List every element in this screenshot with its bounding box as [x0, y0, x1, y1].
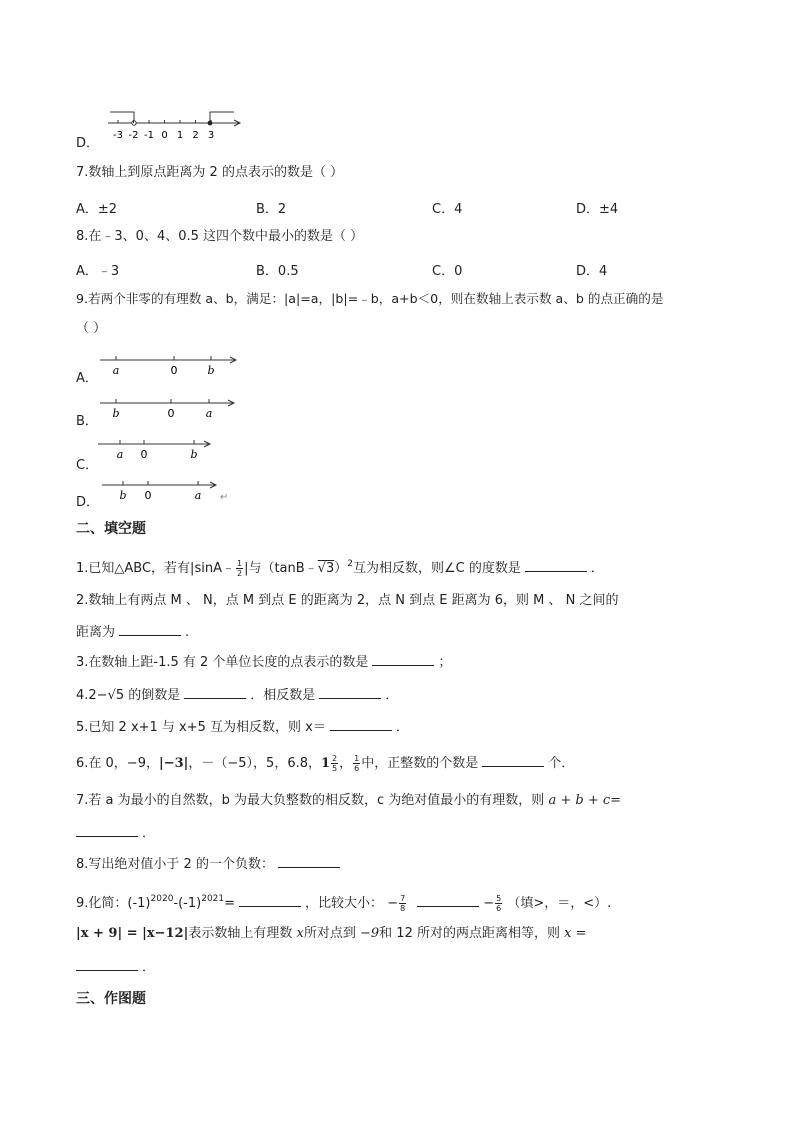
- q9-option-d-label[interactable]: D．: [76, 495, 100, 510]
- f6-text-b: ，－（−5），5，6.8，: [188, 756, 321, 771]
- q6d-tick-label: 0: [161, 130, 168, 141]
- q9a-mark-2: 0: [170, 364, 178, 377]
- q9d-mark-3: a: [194, 489, 202, 502]
- f2-answer-blank[interactable]: [119, 623, 181, 636]
- fill-q4: [76, 686, 398, 705]
- f6-fraction: $\frac{1}{6}$: [354, 754, 360, 773]
- q9-stem-cont: （ ）: [76, 321, 107, 336]
- f6-answer-blank[interactable]: [482, 754, 544, 767]
- f9-text-d: ，比较大小：: [305, 896, 384, 911]
- q9a-mark-1: a: [112, 364, 120, 377]
- f4-text-b: ．相反数是: [250, 688, 316, 703]
- q9-option-b-number-line[interactable]: [96, 395, 246, 421]
- q7-option-d[interactable]: D．±4: [576, 202, 619, 217]
- q9-option-c-number-line[interactable]: [94, 436, 224, 462]
- f9-exponent-2: 2021: [201, 894, 225, 904]
- f9-simplify-blank[interactable]: [239, 894, 301, 907]
- fill-q5: [76, 718, 409, 737]
- q9b-mark-1: b: [112, 407, 120, 420]
- f4-text-a: 4.2−√5 的倒数是: [76, 688, 181, 703]
- f9-text-c: =: [224, 896, 236, 911]
- q6d-tick-label: -2: [128, 130, 139, 141]
- q9a-mark-3: b: [207, 364, 215, 377]
- q9d-mark-2: 0: [144, 489, 152, 502]
- f9-compare-blank[interactable]: [417, 894, 479, 907]
- f1-end: ．: [590, 561, 604, 576]
- f10-end: ．: [142, 960, 156, 975]
- f6-abs-value: |−3|: [158, 756, 189, 771]
- f1-fraction: $\frac{1}{2}$: [236, 559, 243, 578]
- fill-q7-line2: [76, 824, 155, 843]
- fill-q2-line1: 2.数轴上有两点 M 、 N，点 M 到点 E 的距离为 2，点 N 到点 E 距离为 6，则 M 、 N 之间的: [76, 593, 619, 608]
- f6-mixed-fraction: $\frac{2}{5}$: [332, 754, 338, 773]
- f1-answer-blank[interactable]: [525, 559, 587, 572]
- fill-q8: [76, 855, 344, 874]
- q8-option-a[interactable]: A．﹣3: [76, 264, 120, 279]
- q6-option-d-label: D．: [76, 136, 100, 151]
- f10-expression: x =: [564, 926, 587, 941]
- q9d-mark-1: b: [119, 489, 127, 502]
- f9-fraction-2: $\frac{5}{6}$: [496, 894, 502, 913]
- fill-q1: [76, 555, 604, 578]
- f9-exponent-1: 2020: [150, 894, 174, 904]
- f10-text-a: 表示数轴上有理数: [188, 926, 293, 941]
- f4-reciprocal-blank[interactable]: [184, 686, 246, 699]
- q7-option-a[interactable]: A．±2: [76, 202, 118, 217]
- q9-option-d-number-line[interactable]: [98, 477, 238, 503]
- f10-text-b: 所对点到: [303, 926, 356, 941]
- f5-text: 5.已知 2 x+1 与 x+5 互为相反数，则 x＝: [76, 720, 326, 735]
- f4-end: ．: [385, 688, 399, 703]
- f7-end: ．: [142, 826, 156, 841]
- q9b-mark-3: a: [205, 407, 213, 420]
- q8-stem: 8.在﹣3、0、4、0.5 这四个数中最小的数是（ ）: [76, 229, 364, 244]
- f1-exponent: 2: [347, 559, 353, 569]
- f8-text: 8.写出绝对值小于 2 的一个负数：: [76, 857, 274, 872]
- f10-var-x: x: [296, 926, 304, 941]
- f9-neg-2: −: [483, 896, 495, 911]
- f7-answer-blank[interactable]: [76, 824, 138, 837]
- f1-text-d: 互为相反数，则∠C 的度数是: [352, 561, 521, 576]
- q8-option-d[interactable]: D．4: [576, 264, 608, 279]
- f6-text-c: ，: [339, 756, 353, 771]
- q9-option-c-label[interactable]: C．: [76, 458, 99, 473]
- f6-end: 个．: [548, 756, 575, 771]
- fill-q2-line2: [76, 623, 189, 642]
- q7-stem: 7.数轴上到原点距离为 2 的点表示的数是（ ）: [76, 165, 344, 180]
- f7-text: 7.若 a 为最小的自然数，b 为最大负整数的相反数，c 为绝对值最小的有理数，则: [76, 793, 545, 808]
- f3-answer-blank[interactable]: [372, 653, 434, 666]
- f4-opposite-blank[interactable]: [319, 686, 381, 699]
- q9b-mark-2: 0: [167, 407, 175, 420]
- q7-option-b[interactable]: B．2: [256, 202, 287, 217]
- f10-neg9: −9: [360, 926, 380, 941]
- fill-q7-line1: [76, 792, 621, 810]
- f5-answer-blank[interactable]: [330, 718, 392, 731]
- fill-q9: [76, 890, 611, 913]
- fill-q10-line1: [76, 925, 586, 943]
- q8-option-c[interactable]: C．0: [432, 264, 463, 279]
- f9-text-b: -(-1): [173, 896, 202, 911]
- q9c-mark-2: 0: [140, 448, 148, 461]
- fill-q10-line2: [76, 958, 155, 977]
- q8-option-b[interactable]: B．0.5: [256, 264, 299, 279]
- f7-expression: a + b + c=: [548, 793, 622, 808]
- q9-option-b-label[interactable]: B．: [76, 414, 98, 429]
- return-mark-icon: ↵: [220, 492, 229, 503]
- q9-option-a-label[interactable]: A．: [76, 371, 98, 386]
- q6d-tick-label: 2: [192, 130, 199, 141]
- section-3-heading: 三、作图题: [76, 991, 146, 1007]
- q9c-mark-3: b: [190, 448, 198, 461]
- q9-option-a-number-line[interactable]: [96, 352, 246, 378]
- q6-option-d-number-line: [104, 108, 244, 144]
- f9-fraction-1: $\frac{7}{8}$: [400, 894, 406, 913]
- q9-stem: 9.若两个非零的有理数 a、b，满足：|a|=a，|b|=﹣b，a+b＜0，则在数轴上表示数 a、b 的点正确的是: [76, 291, 664, 306]
- f6-text-d: 中，正整数的个数是: [361, 756, 479, 771]
- fill-q6: [76, 754, 574, 773]
- f2-text: 距离为: [76, 625, 116, 640]
- f8-answer-blank[interactable]: [278, 855, 340, 868]
- f10-equation: |x + 9| = |x−12|: [76, 926, 189, 941]
- f6-mixed-whole: 1: [321, 756, 331, 771]
- q6d-tick-label: 3: [207, 130, 215, 141]
- f9-text-a: 9.化简：(-1): [76, 896, 151, 911]
- fill-q3: [76, 653, 451, 672]
- f9-neg-1: −: [387, 896, 399, 911]
- q6d-tick-label: -1: [144, 130, 154, 141]
- f3-end: ；: [438, 655, 452, 670]
- f10-text-c: 和 12 所对的两点距离相等，则: [379, 926, 560, 941]
- f6-text-a: 6.在 0，−9，: [76, 756, 159, 771]
- f10-answer-blank[interactable]: [76, 958, 138, 971]
- section-2-heading: 二、填空题: [76, 521, 146, 537]
- f2-end: .: [185, 625, 190, 640]
- f5-end: ．: [395, 720, 409, 735]
- f1-text-a: 1.已知△ABC，若有|sinA﹣: [76, 561, 235, 576]
- f1-text-b: |与（tanB﹣: [244, 561, 318, 576]
- q6d-tick-label: 1: [176, 130, 184, 141]
- q7-option-c[interactable]: C．4: [432, 202, 463, 217]
- q9c-mark-1: a: [116, 448, 124, 461]
- f1-text-c: ）: [334, 561, 348, 576]
- f3-text: 3.在数轴上距-1.5 有 2 个单位长度的点表示的数是: [76, 655, 369, 670]
- f1-sqrt: √3: [317, 561, 335, 576]
- q6d-tick-label: -3: [113, 130, 123, 141]
- f9-text-e: （填>，＝，<）.: [507, 896, 612, 911]
